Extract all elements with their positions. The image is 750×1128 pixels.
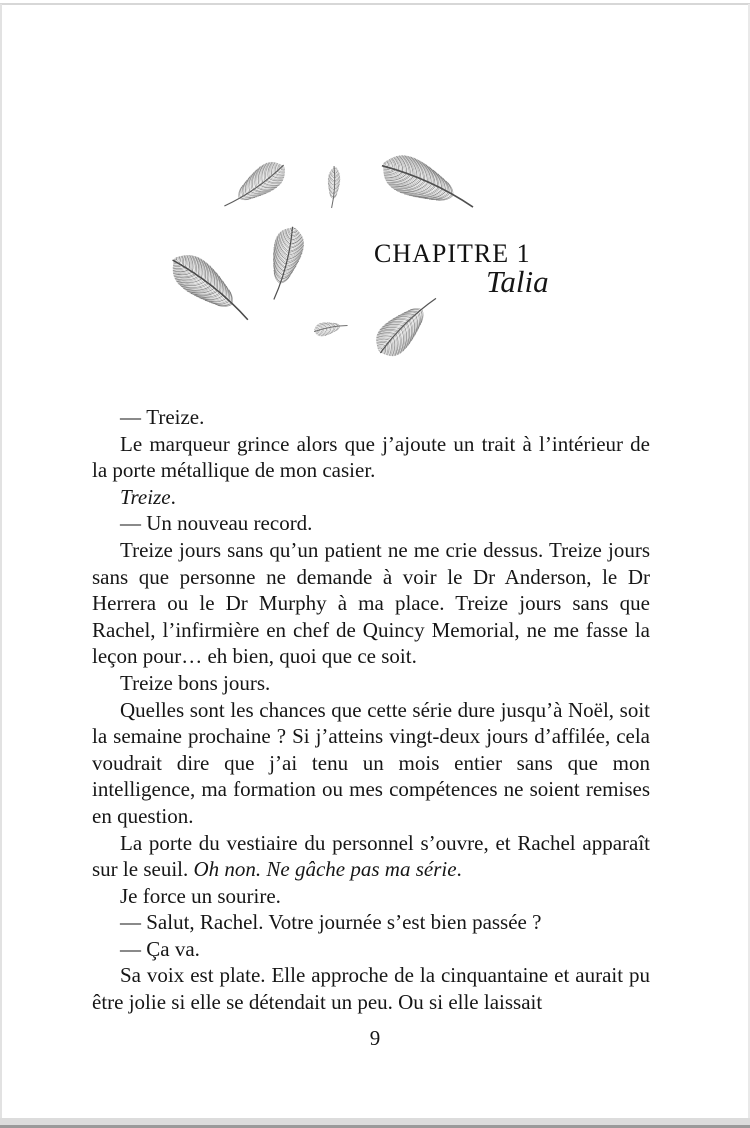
paragraph: — Un nouveau record. [120,511,313,536]
paragraph: — Treize. [120,405,205,429]
feather-icon [326,166,341,209]
paragraph: — Salut, Rachel. Votre journée s’est bien passée ? [120,910,542,935]
feather-icon [217,155,292,217]
paragraph: Treize jours sans qu’un patient ne me crie dessus. Treize jours sans que personne ne demande à voir le Dr Anderson, le Dr Herrera ou le Dr Murphy à ma place. Treize jours sans que Rachel, l’infirmière en chef de Quincy Memorial, ne me fasse la leçon pour… eh bien, quoi que ce soit. [92,537,650,669]
paragraph: La porte du vestiaire du personnel s’ouvre, et Rachel apparaît sur le seuil. Oh non. Ne gâche pas ma série. [92,830,650,882]
paragraph: Je force un sourire. [120,883,281,908]
paragraph: Sa voix est plate. Elle approche de la cinquantaine et aurait pu être jolie si elle se détendait un peu. Ou si elle laissait [92,963,650,1015]
chapter-subtitle: Talia [486,264,549,299]
page-number: 9 [369,1026,381,1050]
page-edge-bottom-shade [0,1118,750,1125]
paragraph: — Ça va. [120,936,200,961]
paragraph: Le marqueur grince alors que j’ajoute un trait à l’intérieur de la porte métallique de mon casier. [92,431,650,483]
paragraph: Treize. [120,484,176,509]
feather-icon [375,147,481,223]
chapter-title: CHAPITRE 1 [374,239,531,268]
body-text [92,404,650,1016]
page-edge-left [0,4,2,1128]
feather-icon [163,245,259,332]
paragraph: Treize bons jours. [120,670,271,695]
feather-icon [368,286,446,363]
paragraph: Quelles sont les chances que cette série dure jusqu’à Noël, soit la semaine prochaine ? Si j’atteins vingt-deux jours d’affilée, cela voudrait dire que j’ai tenu un mois entier sans que mon intelligence, ma formation ou mes compétences ne soient remises en question. [92,697,650,828]
page-edge-top [0,3,750,5]
feather-icon [260,223,308,303]
feather-icon [313,319,349,338]
